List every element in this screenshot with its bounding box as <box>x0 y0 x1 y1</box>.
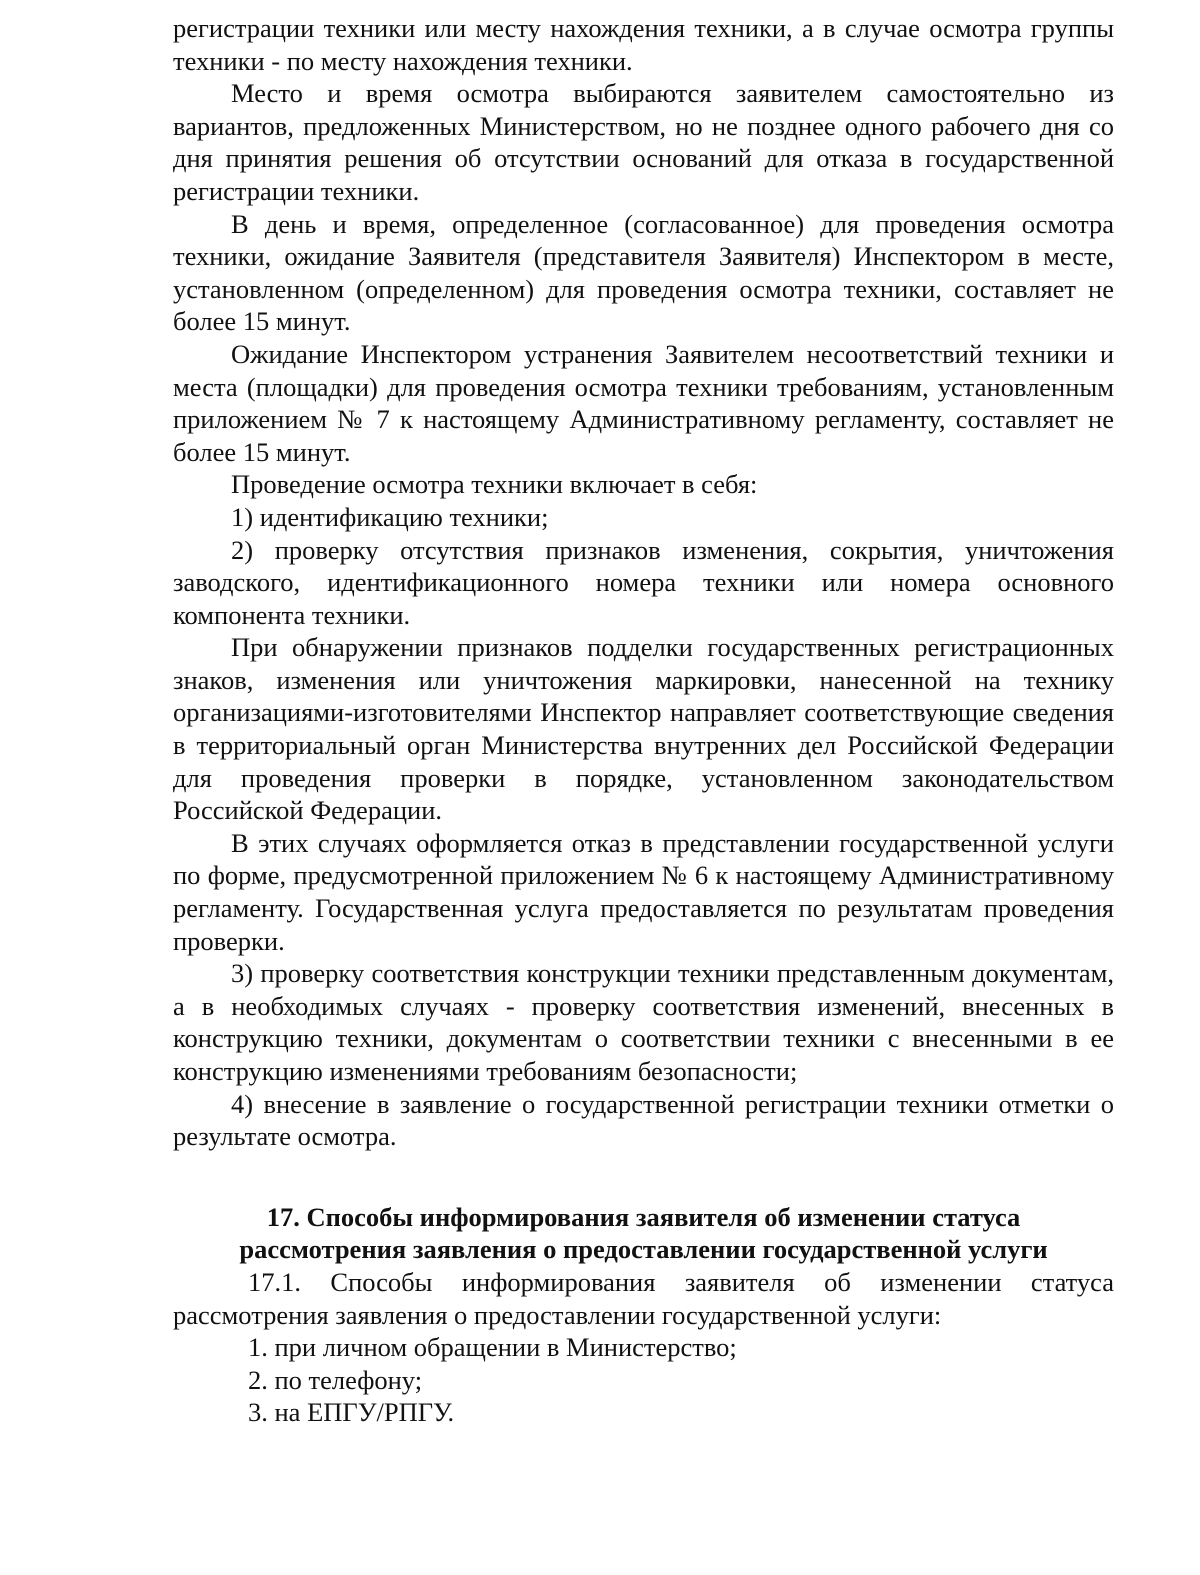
paragraph-inspection-includes: Проведение осмотра техники включает в себя: <box>231 469 758 500</box>
document-page <box>173 12 1114 1429</box>
paragraph-item-4: 4) внесение в заявление о государственной регистрации техники отметки о результате осмотра. <box>173 1088 1114 1152</box>
section-heading <box>173 1201 1114 1266</box>
list-item-2: 2. по телефону; <box>248 1364 423 1395</box>
list-item-1: 1. при личном обращении в Министерство; <box>248 1332 737 1363</box>
paragraph-item-2: 2) проверку отсутствия признаков изменения, сокрытия, уничтожения заводского, идентификационного номера техники или номера основного компонента техники. <box>173 534 1114 630</box>
paragraph-waiting-inspector: Ожидание Инспектором устранения Заявителем несоответствий техники и места (площадки) для проведения осмотра техники требованиям, установленным приложением № 7 к настоящему Административному регламенту, составляет не более 15 минут. <box>173 338 1114 467</box>
paragraph-forgery-detection: При обнаружении признаков подделки государственных регистрационных знаков, изменения или уничтожения маркировки, нанесенной на технику организациями-изготовителями Инспектор направляет соответствующие сведения в территориальный орган Министерства внутренних дел Российской Федерации для проведения проверки в порядке, установленном законодательством Российской Федерации. <box>173 632 1114 826</box>
paragraph-continuation: регистрации техники или месту нахождения техники, а в случае осмотра группы техники - по месту нахождения техники. <box>173 13 1114 76</box>
section-heading-line-1: 17. Способы информирования заявителя об изменении статуса <box>266 1201 1021 1232</box>
paragraph-waiting-applicant: В день и время, определенное (согласованное) для проведения осмотра техники, ожидание Заявителя (представителя Заявителя) Инспектором в месте, установленном (определенном) для проведения осмотра техники, составляет не более 15 минут. <box>173 208 1114 337</box>
section-intro: 17.1. Способы информирования заявителя об изменении статуса рассмотрения заявления о предоставлении государственной услуги: <box>173 1266 1114 1330</box>
section-heading-line-2: рассмотрения заявления о предоставлении государственной услуги <box>239 1234 1048 1265</box>
paragraph-item-3: 3) проверку соответствия конструкции техники представленным документам, а в необходимых случаях - проверку соответствия изменений, внесенных в конструкцию техники, документам о соответствии техники с внесенными в ее конструкцию изменениями требованиям безопасности; <box>173 958 1114 1086</box>
paragraph-refusal: В этих случаях оформляется отказ в представлении государственной услуги по форме, предусмотренной приложением № 6 к настоящему Административному регламенту. Государственная услуга предоставляется по результатам проведения проверки. <box>173 827 1114 956</box>
paragraph-inspection-place: Место и время осмотра выбираются заявителем самостоятельно из вариантов, предложенных Министерством, но не позднее одного рабочего дня со дня принятия решения об отсутствии оснований для отказа в государственной регистрации техники. <box>173 78 1114 206</box>
paragraph-item-1: 1) идентификацию техники; <box>231 501 549 532</box>
list-item-3: 3. на ЕПГУ/РПГУ. <box>248 1397 455 1428</box>
